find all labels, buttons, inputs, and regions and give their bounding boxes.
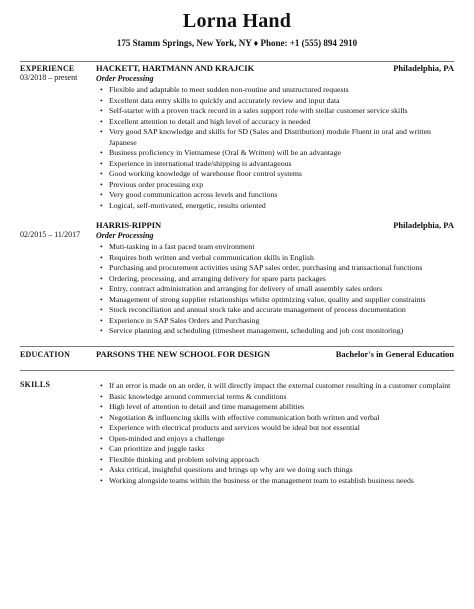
list-item: • Previous order processing exp: [96, 180, 454, 191]
education-school: PARSONS THE NEW SCHOOL FOR DESIGN: [96, 349, 271, 359]
list-item: • Excellent data entry skills to quickly and accurately review and input data: [96, 96, 454, 107]
skills-divider: [20, 370, 454, 371]
education-heading: EDUCATION: [20, 350, 71, 359]
list-item: • Basic knowledge around commercial terms & conditions: [96, 392, 454, 403]
job-1-title: Order Processing: [96, 74, 154, 83]
contact-line: 175 Stamm Springs, New York, NY ♦ Phone: +1 (555) 894 2910: [116, 38, 358, 48]
candidate-name: Lorna Hand: [182, 10, 292, 32]
list-item: • Purchasing and procurement activities using SAP sales order, purchasing and transactional functions: [96, 263, 454, 274]
list-item: • Stock reconciliation and annual stock take and accurate management of process documentation: [96, 305, 454, 316]
list-item: • Requires both written and verbal communication skills in English: [96, 253, 454, 264]
list-item: • Open-minded and enjoys a challenge: [96, 434, 454, 445]
job-2-company: HARRIS-RIPPIN: [96, 220, 162, 230]
list-item: • Excellent attention to detail and high level of accuracy is needed: [96, 117, 454, 128]
list-item: • Management of strong supplier relationships whilst optimizing value, quality and supplier constraints: [96, 295, 454, 306]
list-item: • Very good SAP knowledge and skills for SD (Sales and Distribution) module Fluent in oral and written Japanese: [96, 127, 454, 148]
list-item: • Logical, self-motivated, energetic, results oriented: [96, 201, 454, 212]
list-item: • Good working knowledge of warehouse floor control systems: [96, 169, 454, 180]
job-1-location: Philadelphia, PA: [393, 63, 454, 73]
list-item: • Asks critical, insightful questions and brings up why are we doing such things: [96, 465, 454, 476]
list-item: • High level of attention to detail and time management abilities: [96, 402, 454, 413]
job-2-bullets: [96, 242, 454, 337]
list-item: • Entry, contract administration and arranging for delivery of small assembly sales orders: [96, 284, 454, 295]
list-item: • Business proficiency in Vietnamese (Oral & Written) will be an advantage: [96, 148, 454, 159]
list-item: • Ordering, processing, and arranging delivery for spare parts packages: [96, 274, 454, 285]
experience-heading: EXPERIENCE: [20, 64, 75, 73]
list-item: • Negotiation & influencing skills with effective communication both written and verbal: [96, 413, 454, 424]
skills-list: [96, 381, 454, 486]
skills-heading: SKILLS: [20, 380, 51, 389]
education-degree: Bachelor's in General Education: [335, 349, 454, 359]
list-item: • Flexible thinking and problem solving approach: [96, 455, 454, 466]
job-1-company: HACKETT, HARTMANN AND KRAJCIK: [96, 63, 255, 73]
list-item: • Experience with electrical products and services would be ideal but not essential: [96, 423, 454, 434]
job-2-dates: 02/2015 – 11/2017: [20, 230, 81, 239]
list-item: • Muti-tasking in a fast paced team environment: [96, 242, 454, 253]
list-item: • Can prioritize and juggle tasks: [96, 444, 454, 455]
job-1-dates: 03/2018 – present: [20, 73, 78, 82]
list-item: • Experience in SAP Sales Orders and Purchasing: [96, 316, 454, 327]
list-item: • Working alongside teams within the business or the management team to establish business needs: [96, 476, 454, 487]
list-item: • Experience in international trade/shipping is advantageous: [96, 159, 454, 170]
job-2-title: Order Processing: [96, 231, 154, 240]
experience-divider: [20, 61, 454, 62]
list-item: • Very good communication across levels and functions: [96, 190, 454, 201]
education-divider: [20, 346, 454, 347]
list-item: • Self-starter with a proven track record in a sales support role with stellar customer service skills: [96, 106, 454, 117]
job-2-location: Philadelphia, PA: [393, 220, 454, 230]
job-1-bullets: [96, 85, 454, 211]
list-item: • Service planning and scheduling (timesheet management, scheduling and job cost monitoring): [96, 326, 454, 337]
list-item: • If an error is made on an order, it will directly impact the external customer resulting in a customer complaint: [96, 381, 454, 392]
list-item: • Flexible and adaptable to meet sudden non-routine and unstructured requests: [96, 85, 454, 96]
